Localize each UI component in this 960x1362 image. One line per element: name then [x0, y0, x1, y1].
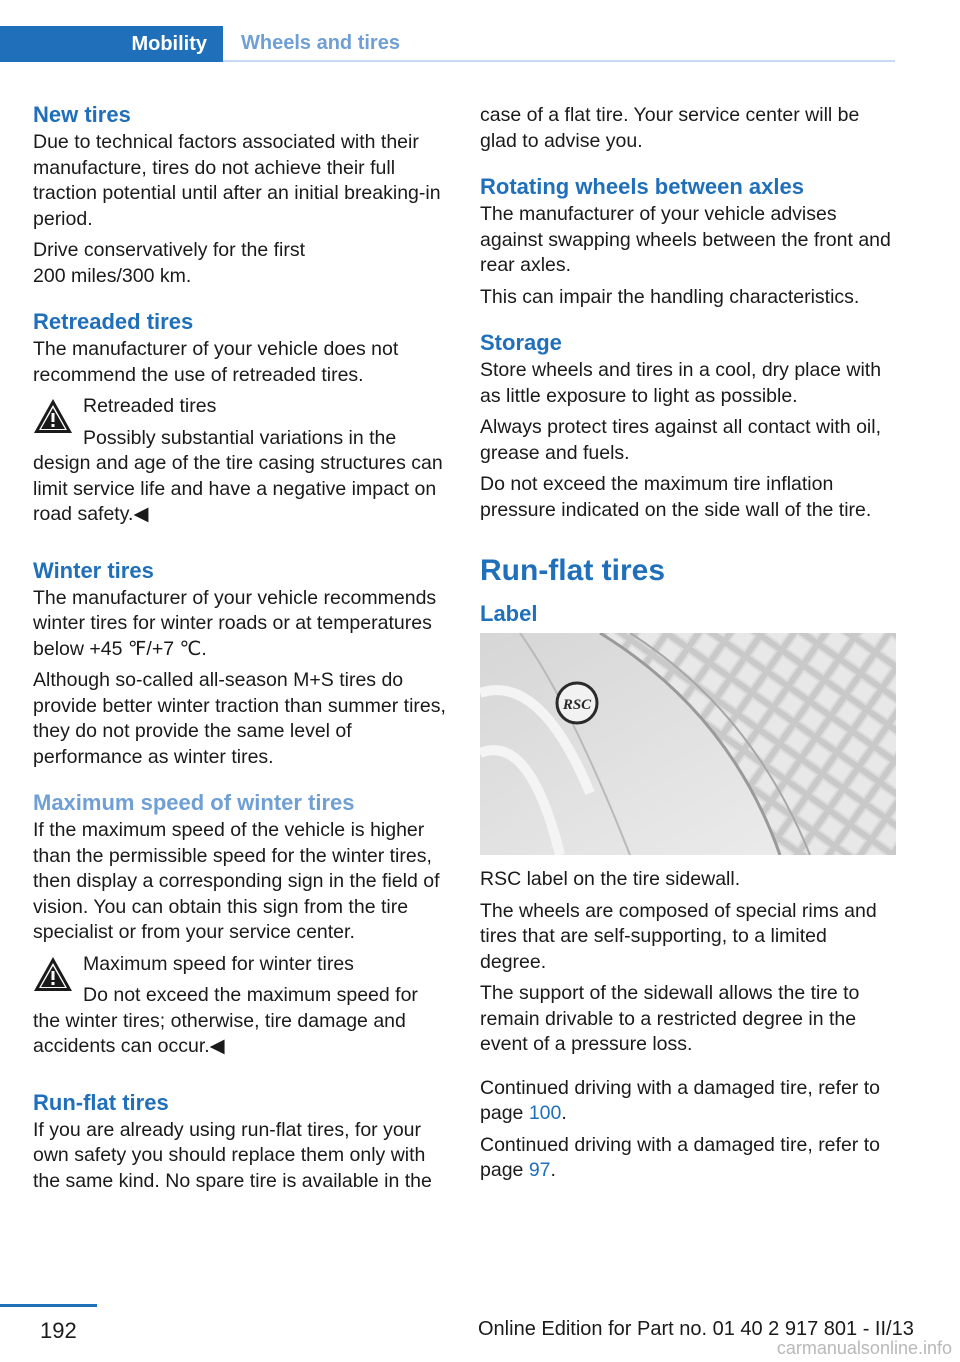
warning-max-speed-text: Do not exceed the maximum speed for the winter tires; otherwise, tire damage and accidents can occur.◀: [33, 984, 418, 1057]
page-link-97[interactable]: 97: [528, 1159, 551, 1181]
warning-max-speed-title: Maximum speed for winter tires: [83, 952, 354, 975]
heading-new-tires: New tires: [33, 102, 131, 127]
winter-paragraph-2: Although so-called all-season M+S tires do provide better winter traction than summer tires, they do not provide the same level of performance as winter tires.: [33, 669, 446, 768]
left-column: [33, 100, 449, 1200]
heading-storage: Storage: [480, 330, 562, 355]
warning-retreaded: [33, 394, 449, 528]
warning-retreaded-title: Retreaded tires: [83, 395, 217, 417]
warning-triangle-icon: [33, 398, 73, 434]
new-tires-paragraph-2: Drive conservatively for the first 200 miles/300 km.: [33, 239, 306, 287]
retreaded-paragraph-1: The manufacturer of your vehicle does not recommend the use of retreaded tires.: [33, 338, 399, 386]
rotating-paragraph-1: The manufacturer of your vehicle advises against swapping wheels between the front and rear axles.: [480, 203, 891, 276]
max-speed-paragraph-1: If the maximum speed of the vehicle is higher than the permissible speed for the winter tires, then display a corresponding sign in the field of vision. You can obtain this sign from the tire specialist or from your service center.: [33, 819, 440, 943]
heading-label: Label: [480, 601, 538, 626]
heading-retreaded-tires: Retreaded tires: [33, 309, 194, 334]
right-column: [480, 103, 896, 1190]
warning-retreaded-text: Possibly substantial variations in the design and age of the tire casing structures can limit service life and have a negative impact on road safety.◀: [33, 426, 443, 525]
footer-rule: [0, 1304, 97, 1307]
runflat-left-paragraph-1: If you are already using run-flat tires, for your own safety you should replace them only with the same kind. No spare tire is available in the: [33, 1118, 432, 1192]
rotating-paragraph-2: This can impair the handling characteristics.: [480, 285, 860, 308]
header-tab-wheels-and-tires: Wheels and tires: [223, 26, 895, 62]
reference-damaged-tire-1: Continued driving with a damaged tire, refer to page 100.: [480, 1076, 880, 1124]
continued-paragraph: case of a flat tire. Your service center will be glad to advise you.: [480, 104, 860, 152]
heading-max-speed-winter: Maximum speed of winter tires: [33, 790, 355, 815]
heading-rotating-wheels: Rotating wheels between axles: [480, 174, 804, 199]
winter-paragraph-1: The manufacturer of your vehicle recommends winter tires for winter roads or at temperatures below +45 ℉/+7 ℃.: [33, 586, 437, 660]
heading-winter-tires: Winter tires: [33, 557, 154, 583]
header-tab-mobility: Mobility: [0, 26, 223, 62]
watermark-text: carmanualsonline.info: [776, 1338, 952, 1358]
storage-paragraph-3: Do not exceed the maximum tire inflation pressure indicated on the side wall of the tire.: [480, 473, 872, 521]
warning-max-speed: [33, 952, 449, 1060]
storage-paragraph-1: Store wheels and tires in a cool, dry place with as little exposure to light as possible.: [480, 359, 882, 407]
tire-sidewall-image: [480, 633, 896, 855]
page-link-100[interactable]: 100: [528, 1102, 562, 1124]
edition-text: Online Edition for Part no. 01 40 2 917 801 - II/13: [478, 1318, 914, 1340]
runflat-paragraph-2: The support of the sidewall allows the tire to remain drivable to a restricted degree in the event of a pressure loss.: [480, 982, 860, 1055]
reference-damaged-tire-2: Continued driving with a damaged tire, refer to page 97.: [480, 1133, 880, 1181]
storage-paragraph-2: Always protect tires against all contact with oil, grease and fuels.: [480, 416, 882, 464]
rsc-label-text: RSC: [562, 697, 592, 713]
heading-run-flat-tires-left: Run-flat tires: [33, 1089, 169, 1115]
warning-triangle-icon: [33, 956, 73, 992]
runflat-paragraph-1: The wheels are composed of special rims and tires that are self-supporting, to a limited degree.: [480, 899, 877, 973]
page-number: 192: [40, 1318, 77, 1343]
new-tires-paragraph-1: Due to technical factors associated with their manufacture, tires do not achieve their full traction potential until after an initial breaking-in period.: [33, 131, 441, 230]
image-caption: RSC label on the tire sidewall.: [480, 868, 741, 890]
heading-run-flat-tires-main: Run-flat tires: [480, 554, 666, 587]
